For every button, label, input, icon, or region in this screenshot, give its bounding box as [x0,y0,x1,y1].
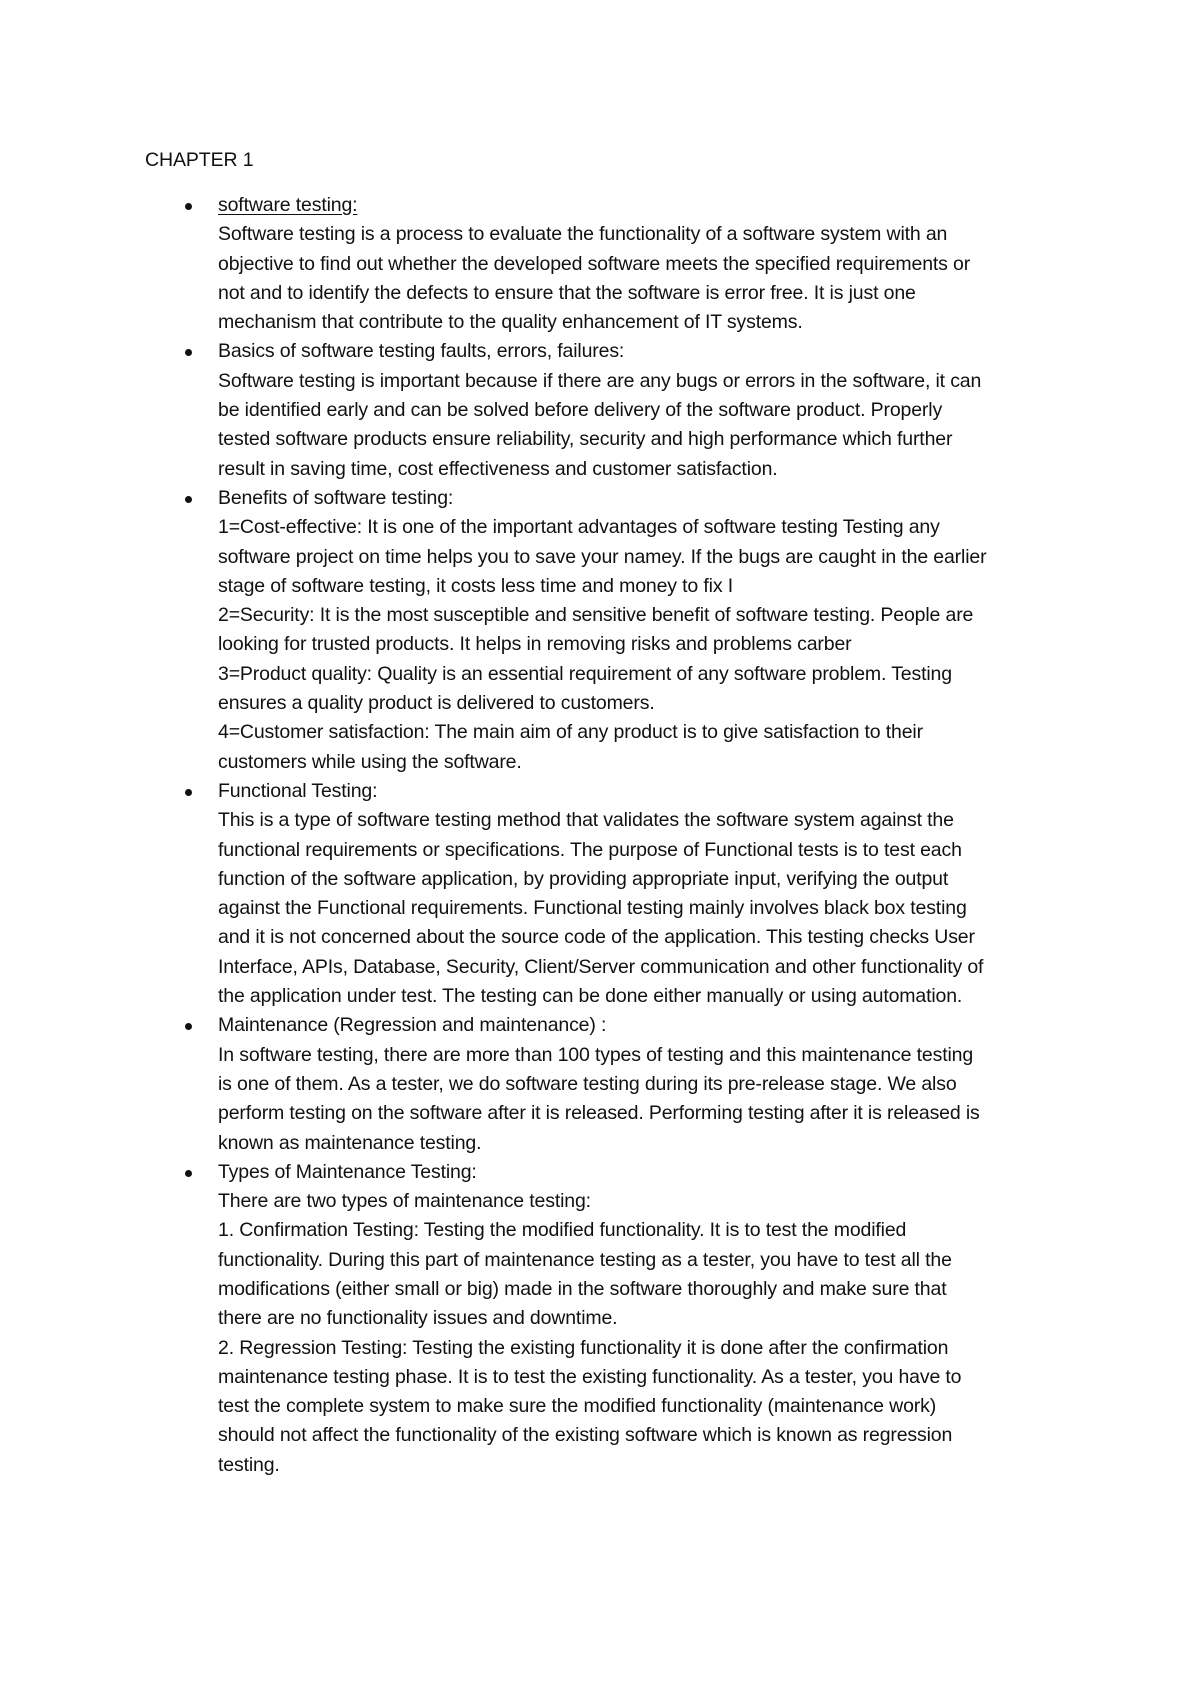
body-text-line: and it is not concerned about the source code of the application. This testing checks User [218,926,975,949]
bullet-section [145,191,1075,337]
body-text-line: software project on time helps you to save your namey. If the bugs are caught in the earlier [218,545,987,568]
body-text-line: mechanism that contribute to the quality enhancement of IT systems. [218,311,803,334]
body-text-line: should not affect the functionality of the existing software which is known as regression [218,1424,953,1447]
bullet-icon [185,789,192,796]
bullet-icon [185,349,192,356]
section-heading: Maintenance (Regression and maintenance) : [218,1014,607,1037]
bullet-icon [185,203,192,210]
body-text-line: tested software products ensure reliability, security and high performance which further [218,428,953,451]
section-heading: software testing: [218,194,358,216]
bullet-section [145,484,1075,777]
body-text-line: 1. Confirmation Testing: Testing the modified functionality. It is to test the modified [218,1219,907,1242]
body-text-line: Software testing is important because if there are any bugs or errors in the software, it can [218,369,982,392]
bullet-icon [185,496,192,503]
body-text-line: In software testing, there are more than 100 types of testing and this maintenance testing [218,1043,974,1066]
body-text-line: 2=Security: It is the most susceptible and sensitive benefit of software testing. People are [218,604,974,627]
body-text-line: 1=Cost-effective: It is one of the important advantages of software testing Testing any [218,516,940,539]
bullet-section [145,777,1075,1011]
chapter-title: CHAPTER 1 [145,149,254,171]
body-text-line: Interface, APIs, Database, Security, Client/Server communication and other functionality of [218,955,984,978]
body-text-line: Software testing is a process to evaluate the functionality of a software system with an [218,223,948,246]
section-heading: Benefits of software testing: [218,486,454,509]
body-text-line: not and to identify the defects to ensure that the software is error free. It is just one [218,281,916,304]
body-text-line: functionality. During this part of maintenance testing as a tester, you have to test all the [218,1248,952,1271]
body-text-line: maintenance testing phase. It is to test the existing functionality. As a tester, you have to [218,1365,962,1388]
body-text-line: 3=Product quality: Quality is an essential requirement of any software problem. Testing [218,662,952,685]
section-heading: Types of Maintenance Testing: [218,1160,477,1183]
body-text-line: objective to find out whether the developed software meets the specified requirements or [218,252,971,275]
body-text-line: there are no functionality issues and downtime. [218,1307,618,1330]
body-text-line: functional requirements or specifications. The purpose of Functional tests is to test each [218,838,962,861]
bullet-icon [185,1023,192,1030]
body-text-line: is one of them. As a tester, we do software testing during its pre-release stage. We also [218,1072,957,1095]
section-heading: Basics of software testing faults, errors, failures: [218,340,625,363]
bullet-section [145,1011,1075,1157]
body-text-line: be identified early and can be solved before delivery of the software product. Properly [218,399,943,422]
body-text-line: ensures a quality product is delivered to customers. [218,692,655,715]
body-text-line: customers while using the software. [218,750,522,773]
bullet-section [145,1158,1075,1480]
section-heading: Functional Testing: [218,779,378,802]
body-text-line: the application under test. The testing can be done either manually or using automation. [218,985,963,1008]
body-text-line: testing. [218,1453,280,1476]
body-text-line: against the Functional requirements. Functional testing mainly involves black box testing [218,897,967,920]
body-text-line: perform testing on the software after it is released. Performing testing after it is released is [218,1102,980,1125]
body-text-line: stage of software testing, it costs less time and money to fix I [218,574,733,597]
body-text-line: This is a type of software testing method that validates the software system against the [218,809,954,832]
bullet-icon [185,1170,192,1177]
section-list [145,191,1075,1480]
bullet-section [145,337,1075,483]
body-text-line: 2. Regression Testing: Testing the existing functionality it is done after the confirmation [218,1336,949,1359]
body-text-line: function of the software application, by providing appropriate input, verifying the output [218,867,949,890]
body-text-line: modifications (either small or big) made in the software thoroughly and make sure that [218,1277,947,1300]
body-text-line: There are two types of maintenance testing: [218,1190,591,1213]
body-text-line: looking for trusted products. It helps in removing risks and problems carber [218,633,852,656]
body-text-line: known as maintenance testing. [218,1131,482,1154]
body-text-line: 4=Customer satisfaction: The main aim of any product is to give satisfaction to their [218,721,923,744]
body-text-line: result in saving time, cost effectiveness and customer satisfaction. [218,457,778,480]
body-text-line: test the complete system to make sure the modified functionality (maintenance work) [218,1395,937,1418]
